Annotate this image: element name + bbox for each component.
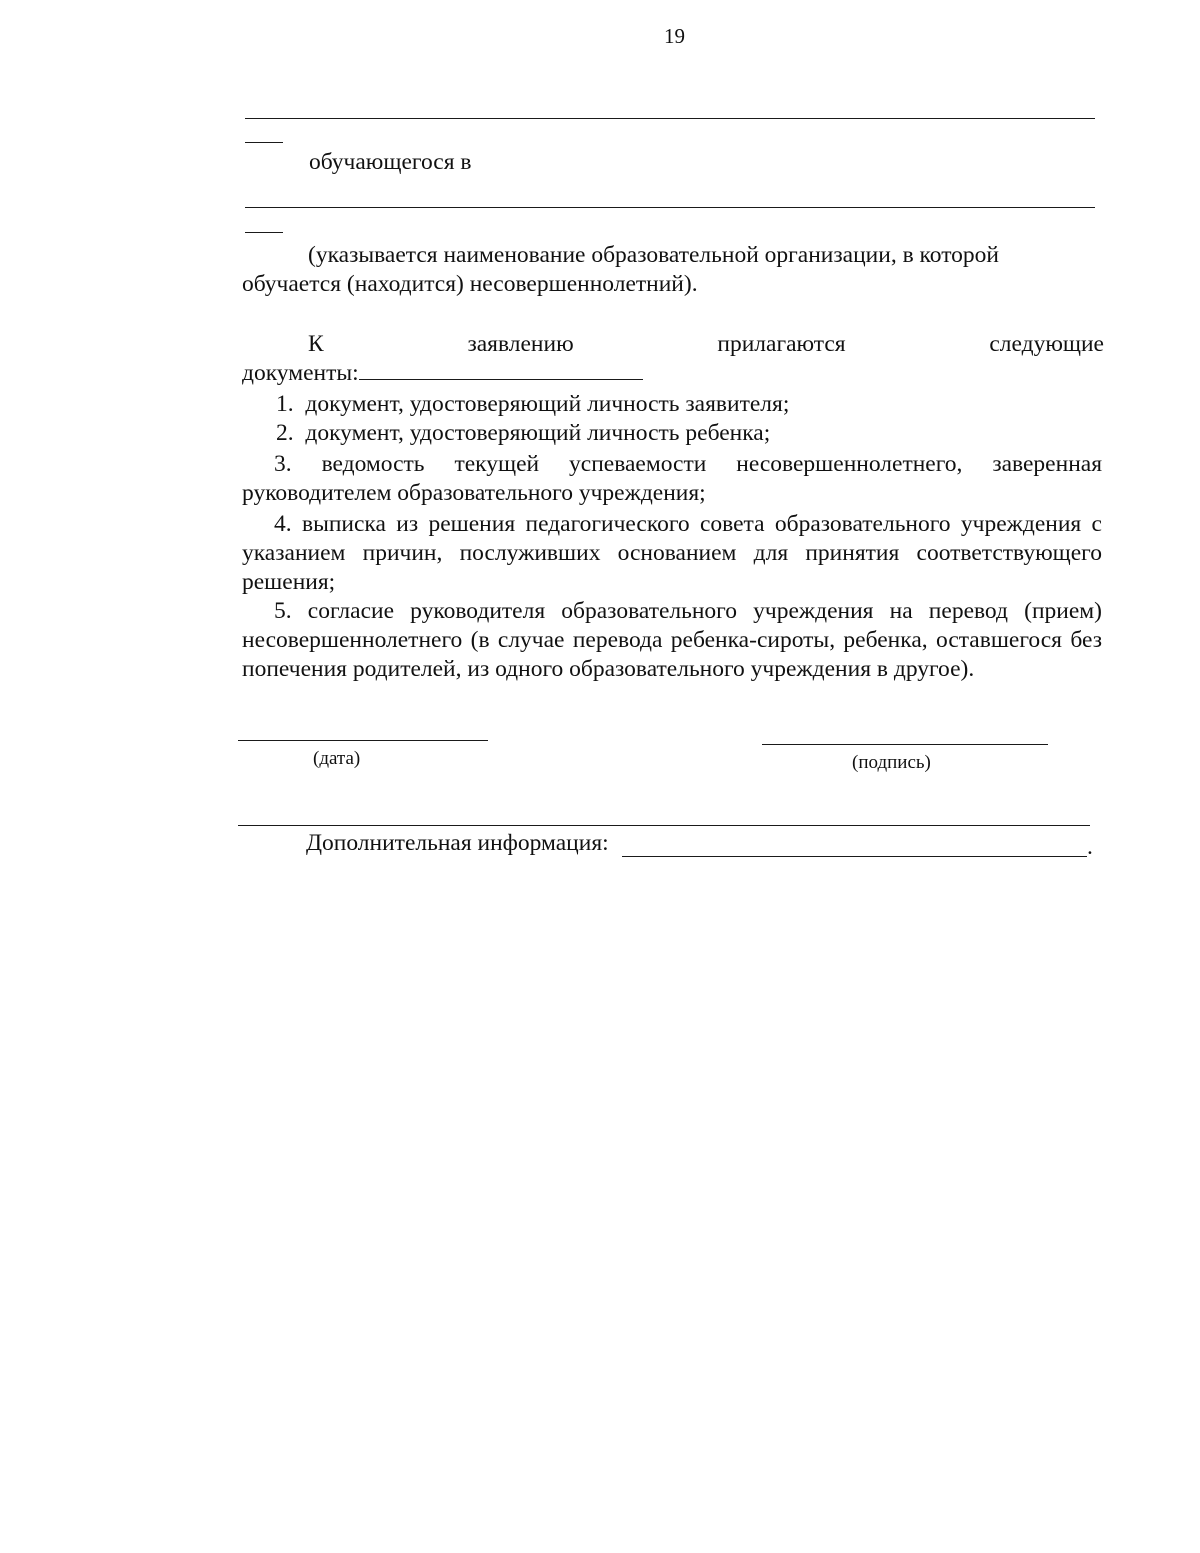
fill-line-school xyxy=(245,207,1095,208)
additional-info-label: Дополнительная информация: xyxy=(306,830,609,856)
document-item-2 xyxy=(276,419,770,448)
date-line xyxy=(238,740,488,741)
doc-num-5: 5. xyxy=(274,598,292,624)
intro-word-k: К xyxy=(308,331,324,357)
attachments-intro xyxy=(242,330,1104,388)
doc-num-2: 2. xyxy=(276,420,294,446)
doc-text-3: ведомость текущей успеваемости несовершеннолетнего, заверенная руководителем образовательного учреждения; xyxy=(242,451,1103,506)
fill-line-school-short xyxy=(245,232,283,233)
doc-num-1: 1. xyxy=(276,391,294,417)
doc-text-1: документ, удостоверяющий личность заявителя; xyxy=(305,391,790,417)
additional-info-line xyxy=(622,856,1087,857)
intro-word-documents: документы: xyxy=(242,360,359,386)
additional-info-end: . xyxy=(1087,834,1093,860)
date-label: (дата) xyxy=(313,748,361,769)
signature-line xyxy=(762,744,1048,745)
documents-blank xyxy=(359,359,643,380)
doc-text-2: документ, удостоверяющий личность ребенка; xyxy=(305,420,771,446)
intro-word-following: следующие xyxy=(989,331,1104,357)
studying-in-label: обучающегося в xyxy=(309,149,472,175)
doc-text-5: согласие руководителя образовательного учреждения на перевод (прием) несовершеннолетнего (в случае перевода ребенка-сироты, ребенка, оставшегося без попечения родителей, из одного образовательного учреждения в другое). xyxy=(242,598,1102,682)
signature-label: (подпись) xyxy=(852,752,931,773)
fill-line-top-short xyxy=(245,142,283,143)
document-item-5 xyxy=(242,597,1102,684)
separator-line xyxy=(238,825,1090,826)
doc-num-4: 4. xyxy=(274,511,292,537)
page-number: 19 xyxy=(664,24,685,48)
fill-line-top xyxy=(245,118,1095,119)
doc-text-4: выписка из решения педагогического совета образовательного учреждения с указанием причин, послуживших основанием для принятия соответствующего решения; xyxy=(242,511,1102,595)
intro-word-statement: заявлению xyxy=(467,331,574,357)
document-item-1 xyxy=(276,390,789,419)
doc-num-3: 3. xyxy=(274,451,292,477)
document-item-3 xyxy=(242,450,1102,508)
document-item-4 xyxy=(242,510,1102,597)
intro-word-attached: прилагаются xyxy=(717,331,846,357)
org-hint: (указывается наименование образовательной организации, в которой обучается (находится) несовершеннолетний). xyxy=(242,242,999,297)
